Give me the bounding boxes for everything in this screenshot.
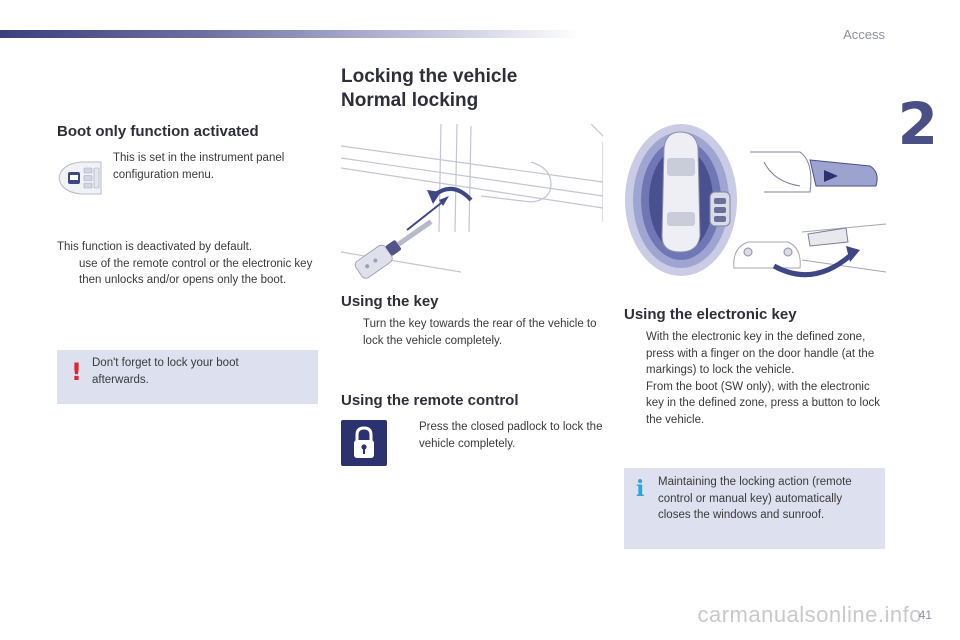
deactivated-bullet: use of the remote control or the electronic key then unlocks and/or opens only the boot. bbox=[79, 257, 313, 286]
padlock-closed-icon bbox=[341, 420, 387, 466]
warning-text: Don't forget to lock your boot afterwards. bbox=[92, 357, 239, 386]
exclamation-icon: ! bbox=[71, 358, 82, 386]
deactivated-block bbox=[57, 239, 317, 289]
page-subtitle: Normal locking bbox=[341, 90, 479, 111]
bullet-item bbox=[624, 379, 886, 429]
key-bullet: Turn the key towards the rear of the vehicle to lock the vehicle completely. bbox=[363, 318, 597, 347]
info-icon: i bbox=[636, 476, 645, 502]
header-bar bbox=[0, 30, 580, 38]
section-title: Access bbox=[843, 27, 885, 42]
bullet-item bbox=[341, 316, 603, 349]
warning-box bbox=[57, 350, 318, 404]
watermark: carmanualsonline.info bbox=[697, 602, 922, 627]
config-text: This is set in the instrument panel configuration menu. bbox=[113, 152, 285, 181]
ekey-bullet-2: From the boot (SW only), with the electronic key in the defined zone, press a button to lock the vehicle. bbox=[646, 380, 880, 426]
bullet-item bbox=[624, 329, 886, 379]
chapter-number: 2 bbox=[897, 90, 938, 158]
ekey-bullet-block bbox=[624, 329, 886, 428]
info-text: Maintaining the locking action (remote control or manual key) automatically closes the windows and sunroof. bbox=[658, 476, 852, 521]
deactivated-text: This function is deactivated by default. bbox=[57, 241, 252, 253]
remote-bullet: Press the closed padlock to lock the vehicle completely. bbox=[419, 421, 603, 450]
using-key-title: Using the key bbox=[341, 293, 439, 310]
key-lock-illustration bbox=[341, 122, 603, 288]
page-title: Locking the vehicle bbox=[341, 66, 518, 87]
ekey-bullet-1: With the electronic key in the defined zone, press with a finger on the door handle (at the markings) to lock the vehicle. bbox=[646, 331, 875, 376]
bullet-item bbox=[397, 419, 603, 452]
key-bullet-block bbox=[341, 316, 603, 349]
page-number: 41 bbox=[918, 608, 932, 622]
bullet-item bbox=[57, 256, 317, 289]
info-box bbox=[624, 468, 885, 549]
boot-only-title: Boot only function activated bbox=[57, 123, 259, 140]
instrument-panel-icon bbox=[57, 160, 103, 196]
using-electronic-key-title: Using the electronic key bbox=[624, 306, 797, 323]
remote-control-title: Using the remote control bbox=[341, 392, 519, 409]
remote-bullet-block bbox=[397, 419, 603, 452]
electronic-key-illustration bbox=[624, 122, 886, 292]
